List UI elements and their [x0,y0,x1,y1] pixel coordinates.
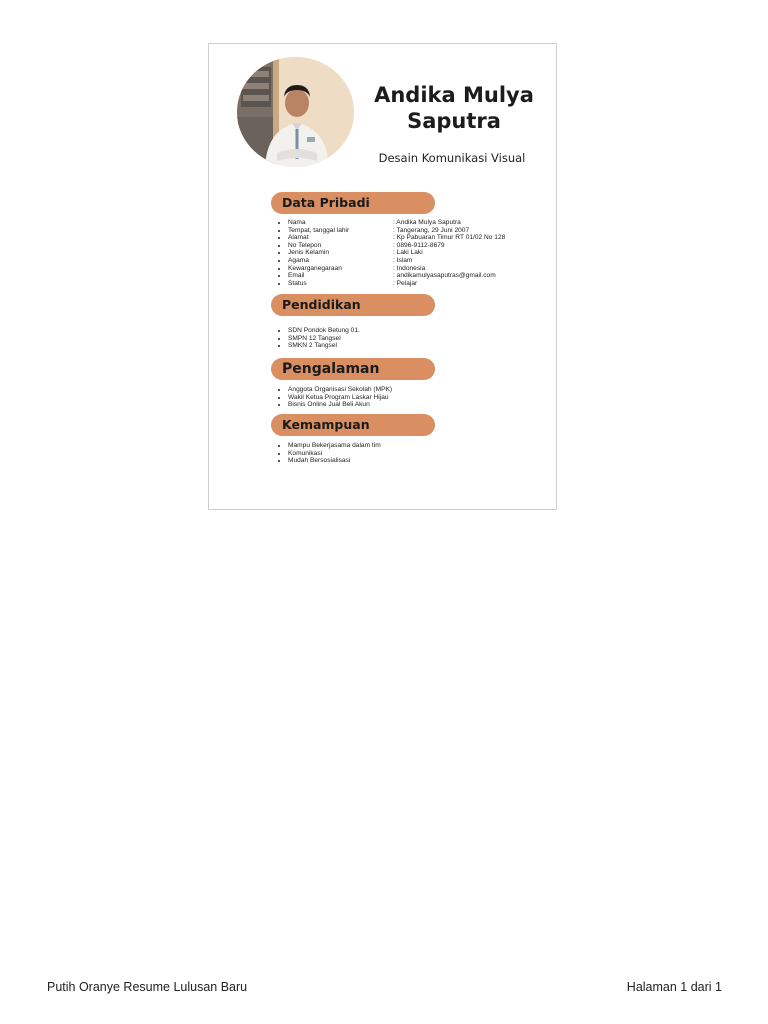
list-item: • Wakil Ketua Program Laskar Hijau [288,394,392,402]
list-item: • SMKN 2 Tangsel [288,342,360,350]
section-header-pengalaman: Pengalaman [271,358,435,380]
personal-data-label: • Jenis Kelamin [288,249,349,257]
profile-photo-image [237,57,354,167]
section-header-data-pribadi: Data Pribadi [271,192,435,214]
list-item: • Mudah Bersosialisasi [288,457,381,465]
personal-data-label: • Tempat, tanggal lahir [288,227,349,235]
personal-data-labels [275,219,349,287]
page-indicator: Halaman 1 dari 1 [626,980,722,994]
personal-data-label: • Email [288,272,349,280]
full-name-line-1: Andika Mulya [374,83,534,107]
job-title: Desain Komunikasi Visual [378,151,526,165]
personal-data-value: : Andika Mulya Saputra [393,219,461,226]
document-title: Putih Oranye Resume Lulusan Baru [47,980,248,994]
resume-sheet [208,43,557,510]
personal-data-value: : Laki Laki [393,249,423,257]
personal-data-value: : Tangerang, 29 Juni 2007 [393,226,470,234]
education-list [275,327,360,350]
section-header-pendidikan: Pendidikan [271,294,435,316]
list-item: • Mampu Bekerjasama dalam tim [288,442,381,450]
list-item: • SDN Pondok Betung 01. [288,327,360,335]
personal-data-label: • No Telepon [288,242,349,250]
profile-photo [237,57,354,167]
personal-data-label: • Kewarganegaraan [288,265,349,273]
full-name [364,82,544,134]
list-item: • Komunikasi [288,450,381,458]
personal-data-label: • Status [288,280,349,288]
personal-data-label: • Agama [288,257,349,265]
personal-data-label: • Alamat [288,234,349,242]
personal-data-label: • Nama [288,219,349,227]
personal-data-value: : Indonesia [393,264,426,272]
personal-data-values [393,219,505,287]
list-item: • SMPN 12 Tangsel [288,335,360,343]
experience-list [275,386,392,409]
personal-data-value: : andikamulyasaputras@gmail.com [393,272,496,280]
full-name-line-2: Saputra [407,109,501,133]
list-item: • Bisnis Online Jual Beli Akun [288,401,392,409]
personal-data-value: : 0896-9112-8679 [393,241,445,249]
personal-data-value: : Islam [393,256,413,264]
skills-list [275,442,381,465]
section-header-kemampuan: Kemampuan [271,414,435,436]
personal-data-value: : Pelajar [393,279,418,287]
list-item: • Anggota Organisasi Sekolah (MPK) [288,386,392,394]
personal-data-value: : Kp Pabuaran Timur RT 01/02 No 128 [393,234,506,242]
